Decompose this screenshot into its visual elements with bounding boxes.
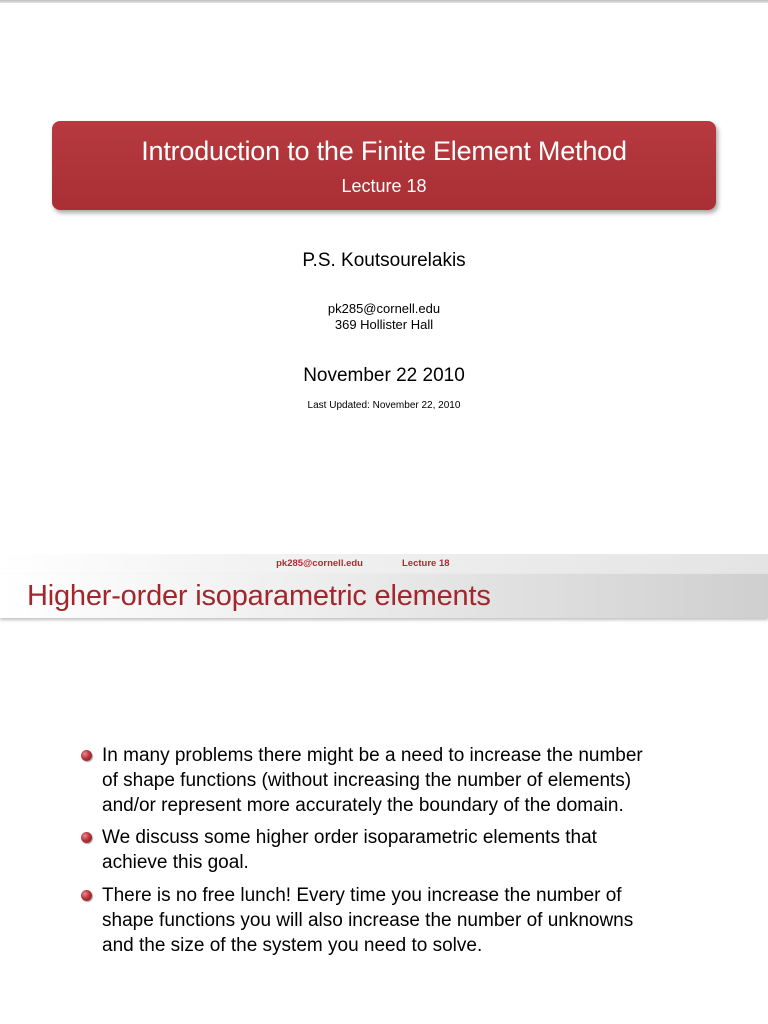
frame-title-bar: [0, 574, 768, 618]
bullet-line: We discuss some higher order isoparametric elements that: [102, 827, 597, 848]
bullet-text: [102, 883, 742, 958]
bullet-text: [102, 743, 742, 818]
bullet-line: achieve this goal.: [102, 852, 249, 873]
frame-title: Higher-order isoparametric elements: [27, 580, 491, 612]
footer-email: pk285@cornell.edu: [276, 558, 363, 569]
lecture-title: Introduction to the Finite Element Method: [141, 136, 627, 166]
bullet-line: In many problems there might be a need to increase the number: [102, 745, 643, 766]
bullet-icon: [81, 750, 92, 761]
author-email: pk285@cornell.edu: [327, 301, 441, 316]
author-name: P.S. Koutsourelakis: [302, 250, 466, 271]
author-contact: [0, 301, 768, 333]
footer-lecture: Lecture 18: [402, 558, 450, 569]
slide-footer: [0, 554, 768, 574]
last-updated: Last Updated: November 22, 2010: [307, 400, 461, 411]
bullet-icon: [81, 832, 92, 843]
page-top-edge: [0, 0, 768, 3]
bullet-line: There is no free lunch! Every time you increase the number of: [102, 885, 622, 906]
bullet-text: [102, 825, 742, 875]
bullet-line: and/or represent more accurately the boundary of the domain.: [102, 795, 624, 816]
bullet-icon: [81, 890, 92, 901]
footer-email-container: [0, 554, 384, 574]
bullet-line: and the size of the system you need to solve.: [102, 935, 483, 956]
bullet-line: shape functions you will also increase the number of unknowns: [102, 910, 634, 931]
author-office: 369 Hollister Hall: [334, 317, 434, 332]
bullet-line: of shape functions (without increasing the number of elements): [102, 770, 632, 791]
title-box: [52, 121, 716, 210]
lecture-number: Lecture 18: [341, 176, 427, 196]
lecture-date: November 22 2010: [303, 365, 465, 386]
